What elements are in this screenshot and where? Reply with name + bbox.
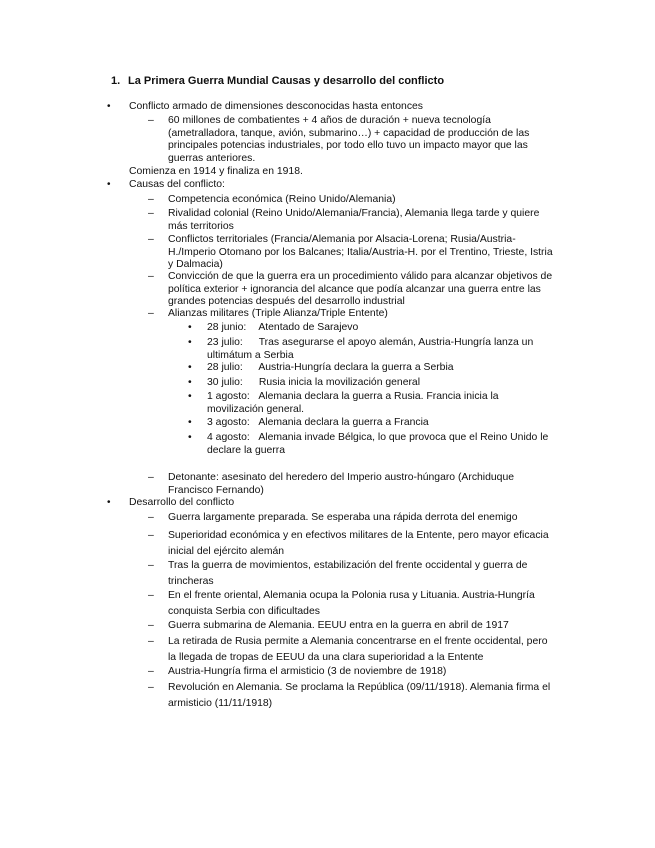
timeline-text: Austria-Hungría declara la guerra a Serbia [258, 362, 454, 373]
dash-marker: – [148, 308, 154, 319]
dash-text: Competencia económica (Reino Unido/Alemania) [168, 194, 396, 205]
timeline-text: Rusia inicia la movilización general [258, 377, 421, 388]
dash-marker: – [148, 620, 154, 631]
dash-marker: – [148, 590, 154, 601]
dash-item-frente-oriental [148, 588, 556, 619]
sub-bullet-marker: • [188, 362, 192, 373]
timeline-item [188, 322, 549, 335]
timeline-date: 28 julio: [207, 362, 243, 373]
dash-item-competencia [148, 194, 556, 207]
heading-number: 1. [111, 75, 121, 87]
dash-text: Revolución en Alemania. Se proclama la República (09/11/1918). Alemania firma el armisticio (11/11/1918) [168, 682, 551, 709]
dash-marker: – [148, 194, 154, 205]
bullet-text: Causas del conflicto: [129, 179, 225, 190]
dash-item-superioridad [148, 528, 556, 559]
paragraph-fechas: Comienza en 1914 y finaliza en 1918. [129, 166, 303, 177]
dash-marker: – [148, 208, 154, 219]
dash-item-trincheras [148, 558, 556, 589]
dash-marker: – [148, 636, 154, 647]
sub-bullet-marker: • [188, 391, 192, 402]
timeline-item [188, 337, 549, 362]
dash-item-revolucion-alemania [148, 680, 556, 711]
bullet-marker: • [107, 101, 111, 112]
dash-text: Superioridad económica y en efectivos militares de la Entente, pero mayor eficacia inicial del ejército alemán [168, 530, 549, 557]
dash-text: Austria-Hungría firma el armisticio (3 de noviembre de 1918) [168, 666, 447, 677]
heading-title: La Primera Guerra Mundial Causas y desarrollo del conflicto [128, 75, 445, 87]
timeline-date: 1 agosto: [207, 391, 250, 402]
dash-marker: – [148, 666, 154, 677]
timeline-text: Alemania declara la guerra a Francia [258, 417, 429, 428]
dash-item-combatientes [148, 115, 556, 165]
dash-marker: – [148, 234, 154, 245]
timeline-item [188, 377, 549, 390]
dash-item-armisticio-austria [148, 664, 556, 680]
dash-text: 60 millones de combatientes + 4 años de duración + nueva tecnología (ametralladora, tanque, avión, submarino…) + capacidad de producción de las principales potencias industriales, por todo ello tuvo un impacto mayor que las guerras anteriores. [168, 115, 530, 164]
dash-item-retirada-rusia [148, 634, 556, 665]
dash-item-alianzas [148, 308, 556, 321]
timeline-date: 28 junio: [207, 322, 247, 333]
timeline-item [188, 362, 549, 375]
section-heading [111, 75, 444, 88]
dash-text: Conflictos territoriales (Francia/Alemania por Alsacia-Lorena; Rusia/Austria-H./Imperio Otomano por los Balcanes; Italia/Austria-H. por el Trentino, Trieste, Istria y Dalmacia) [168, 234, 553, 270]
bullet-text: Desarrollo del conflicto [129, 497, 235, 508]
dash-marker: – [148, 512, 154, 523]
dash-text: Alianzas militares (Triple Alianza/Triple Entente) [168, 308, 388, 319]
sub-bullet-marker: • [188, 377, 192, 388]
dash-text: Rivalidad colonial (Reino Unido/Alemania/Francia), Alemania llega tarde y quiere más territorios [168, 208, 540, 232]
timeline-item [188, 391, 549, 416]
sub-bullet-marker: • [188, 417, 192, 428]
timeline-date: 23 julio: [207, 337, 243, 348]
dash-text: Convicción de que la guerra era un procedimiento válido para alcanzar objetivos de política exterior + ignorancia del alcance que podía alcanzar una guerra entre las grandes potencias después del desarrollo industrial [168, 271, 553, 307]
dash-text: La retirada de Rusia permite a Alemania concentrarse en el frente occidental, pero la llegada de tropas de EEUU da una clara superioridad a la Entente [168, 636, 548, 663]
timeline-date: 3 agosto: [207, 417, 250, 428]
dash-marker: – [148, 271, 154, 282]
sub-bullet-marker: • [188, 322, 192, 333]
timeline-text: Alemania declara la guerra a Rusia. Francia inicia la movilización general. [207, 391, 499, 415]
bullet-conflicto-armado [107, 101, 559, 114]
bullet-causas [107, 179, 559, 192]
timeline-item [188, 432, 549, 457]
bullet-text: Conflicto armado de dimensiones desconocidas hasta entonces [129, 101, 424, 112]
dash-marker: – [148, 560, 154, 571]
sub-bullet-marker: • [188, 432, 192, 443]
dash-text: Guerra submarina de Alemania. EEUU entra en la guerra en abril de 1917 [168, 620, 509, 631]
dash-text: Guerra largamente preparada. Se esperaba una rápida derrota del enemigo [168, 512, 518, 523]
timeline-item [188, 417, 549, 430]
dash-marker: – [148, 682, 154, 693]
timeline-text: Tras asegurarse el apoyo alemán, Austria-Hungría lanza un ultimátum a Serbia [207, 337, 534, 361]
dash-item-territoriales [148, 234, 556, 272]
dash-text: Tras la guerra de movimientos, estabilización del frente occidental y guerra de trincheras [168, 560, 528, 587]
dash-item-rivalidad [148, 208, 556, 233]
dash-marker: – [148, 472, 154, 483]
dash-marker: – [148, 530, 154, 541]
bullet-marker: • [107, 497, 111, 508]
bullet-marker: • [107, 179, 111, 190]
dash-text: En el frente oriental, Alemania ocupa la Polonia rusa y Lituania. Austria-Hungría conquista Serbia con dificultades [168, 590, 535, 617]
dash-marker: – [148, 115, 154, 126]
dash-item-guerra-submarina [148, 618, 556, 634]
dash-item-detonante [148, 472, 556, 497]
timeline-date: 4 agosto: [207, 432, 250, 443]
sub-bullet-marker: • [188, 337, 192, 348]
dash-item-conviccion [148, 271, 556, 309]
timeline-text: Atentado de Sarajevo [258, 322, 359, 333]
timeline-text: Alemania invade Bélgica, lo que provoca que el Reino Unido le declare la guerra [207, 432, 549, 456]
dash-item-guerra-preparada [148, 512, 556, 525]
dash-text: Detonante: asesinato del heredero del Imperio austro-húngaro (Archiduque Francisco Fernando) [168, 472, 514, 496]
timeline-date: 30 julio: [207, 377, 243, 388]
bullet-desarrollo [107, 497, 559, 510]
